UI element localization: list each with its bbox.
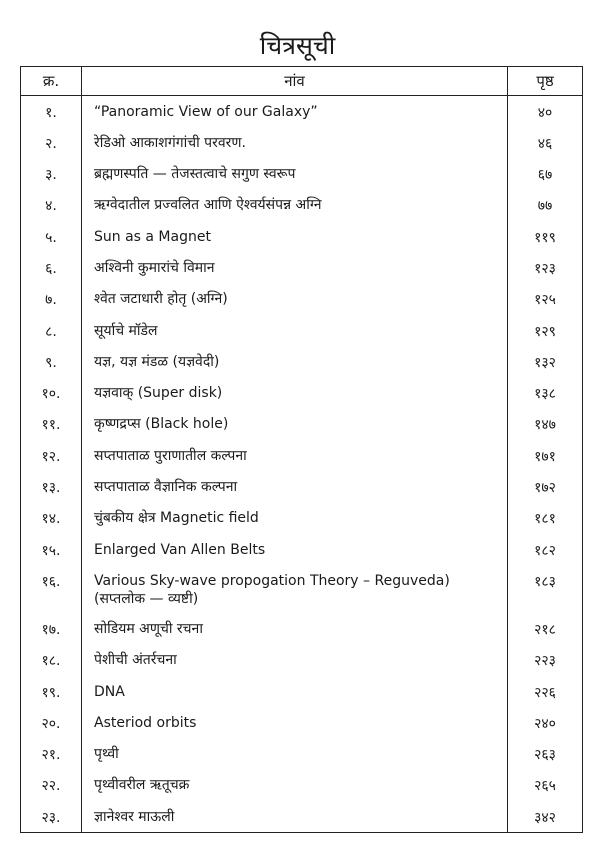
page-number: २६३: [508, 738, 583, 769]
figure-name: कृष्णद्रप्स (Black hole): [82, 408, 508, 439]
page-number: १३२: [508, 346, 583, 377]
table-body: [21, 96, 583, 833]
page-number: २१८: [508, 613, 583, 644]
row-number: २२.: [21, 769, 82, 800]
figure-name: Enlarged Van Allen Belts: [82, 534, 508, 565]
header-number: क्र.: [21, 67, 82, 96]
page-number: ४६: [508, 127, 583, 158]
table-row: [21, 315, 583, 346]
row-number: १७.: [21, 613, 82, 644]
table-row: [21, 801, 583, 832]
row-number: १९.: [21, 676, 82, 707]
row-number: ६.: [21, 252, 82, 283]
page-number: १८३: [508, 565, 583, 613]
table-row: [21, 252, 583, 283]
table-row: [21, 346, 583, 377]
figure-name: ज्ञानेश्वर माऊली: [82, 801, 508, 832]
table-row: [21, 471, 583, 502]
row-number: ४.: [21, 189, 82, 220]
page-number: १८२: [508, 534, 583, 565]
table-row: [21, 440, 583, 471]
row-number: १०.: [21, 377, 82, 408]
table-header-row: [21, 67, 583, 96]
figure-name: “Panoramic View of our Galaxy”: [82, 96, 508, 127]
row-number: ७.: [21, 283, 82, 314]
table-row: [21, 221, 583, 252]
row-number: ९.: [21, 346, 82, 377]
row-number: १२.: [21, 440, 82, 471]
page-number: १२५: [508, 283, 583, 314]
row-number: १६.: [21, 565, 82, 613]
table-row: [21, 158, 583, 189]
page-number: ४०: [508, 96, 583, 127]
table-row: [21, 707, 583, 738]
row-number: १.: [21, 96, 82, 127]
figure-name: सूर्याचे मॉडेल: [82, 315, 508, 346]
page-number: १२९: [508, 315, 583, 346]
row-number: ५.: [21, 221, 82, 252]
page-number: ३४२: [508, 801, 583, 832]
row-number: ८.: [21, 315, 82, 346]
page-number: १२३: [508, 252, 583, 283]
table-row: [21, 738, 583, 769]
page-number: २४०: [508, 707, 583, 738]
table-row: [21, 769, 583, 800]
page-number: २२६: [508, 676, 583, 707]
figure-name: Asteriod orbits: [82, 707, 508, 738]
page-number: १७१: [508, 440, 583, 471]
table-row: [21, 565, 583, 613]
page-number: ११९: [508, 221, 583, 252]
figure-name: रेडिओ आकाशगंगांची परवरण.: [82, 127, 508, 158]
page-title: चित्रसूची: [259, 31, 336, 60]
row-number: २.: [21, 127, 82, 158]
row-number: २३.: [21, 801, 82, 832]
figure-name: श्वेत जटाधारी होतृ (अग्नि): [82, 283, 508, 314]
figure-name: सोडियम अणूची रचना: [82, 613, 508, 644]
page-number: ७७: [508, 189, 583, 220]
row-number: १३.: [21, 471, 82, 502]
row-number: १४.: [21, 502, 82, 533]
figure-name: Sun as a Magnet: [82, 221, 508, 252]
row-number: ३.: [21, 158, 82, 189]
table-row: [21, 644, 583, 675]
table-row: [21, 127, 583, 158]
row-number: ११.: [21, 408, 82, 439]
figure-name: पृथ्वी: [82, 738, 508, 769]
figure-name: चुंबकीय क्षेत्र Magnetic field: [82, 502, 508, 533]
table-row: [21, 502, 583, 533]
figure-name: DNA: [82, 676, 508, 707]
row-number: २०.: [21, 707, 82, 738]
figure-name: यज्ञ, यज्ञ मंडळ (यज्ञवेदी): [82, 346, 508, 377]
table-row: [21, 189, 583, 220]
table-row: [21, 408, 583, 439]
table-row: [21, 377, 583, 408]
page-number: १७२: [508, 471, 583, 502]
figure-name: सप्तपाताळ पुराणातील कल्पना: [82, 440, 508, 471]
page-number: १४७: [508, 408, 583, 439]
page-number: २२३: [508, 644, 583, 675]
figure-name: ऋग्वेदातील प्रज्वलित आणि ऐश्वर्यसंपन्न अग्नि: [82, 189, 508, 220]
header-name: नांव: [82, 67, 508, 96]
table-row: [21, 613, 583, 644]
page-number: २६५: [508, 769, 583, 800]
figure-name: अश्विनी कुमारांचे विमान: [82, 252, 508, 283]
list-of-figures-table: [20, 66, 583, 833]
figure-name: यज्ञवाक् (Super disk): [82, 377, 508, 408]
page-number: १८१: [508, 502, 583, 533]
figure-name: सप्तपाताळ वैज्ञानिक कल्पना: [82, 471, 508, 502]
table-row: [21, 96, 583, 127]
page-number: १३८: [508, 377, 583, 408]
table-row: [21, 534, 583, 565]
figure-name: पृथ्वीवरील ऋतूचक्र: [82, 769, 508, 800]
row-number: २१.: [21, 738, 82, 769]
page-number: ६७: [508, 158, 583, 189]
row-number: १८.: [21, 644, 82, 675]
table-row: [21, 283, 583, 314]
figure-name: ब्रह्मणस्पति — तेजस्तत्वाचे सगुण स्वरूप: [82, 158, 508, 189]
row-number: १५.: [21, 534, 82, 565]
table-row: [21, 676, 583, 707]
figure-name: Various Sky-wave propogation Theory – Reguveda) (सप्तलोक — व्यष्टी): [82, 565, 508, 613]
header-page: पृष्ठ: [508, 67, 583, 96]
figure-name: पेशीची अंतर्रचना: [82, 644, 508, 675]
